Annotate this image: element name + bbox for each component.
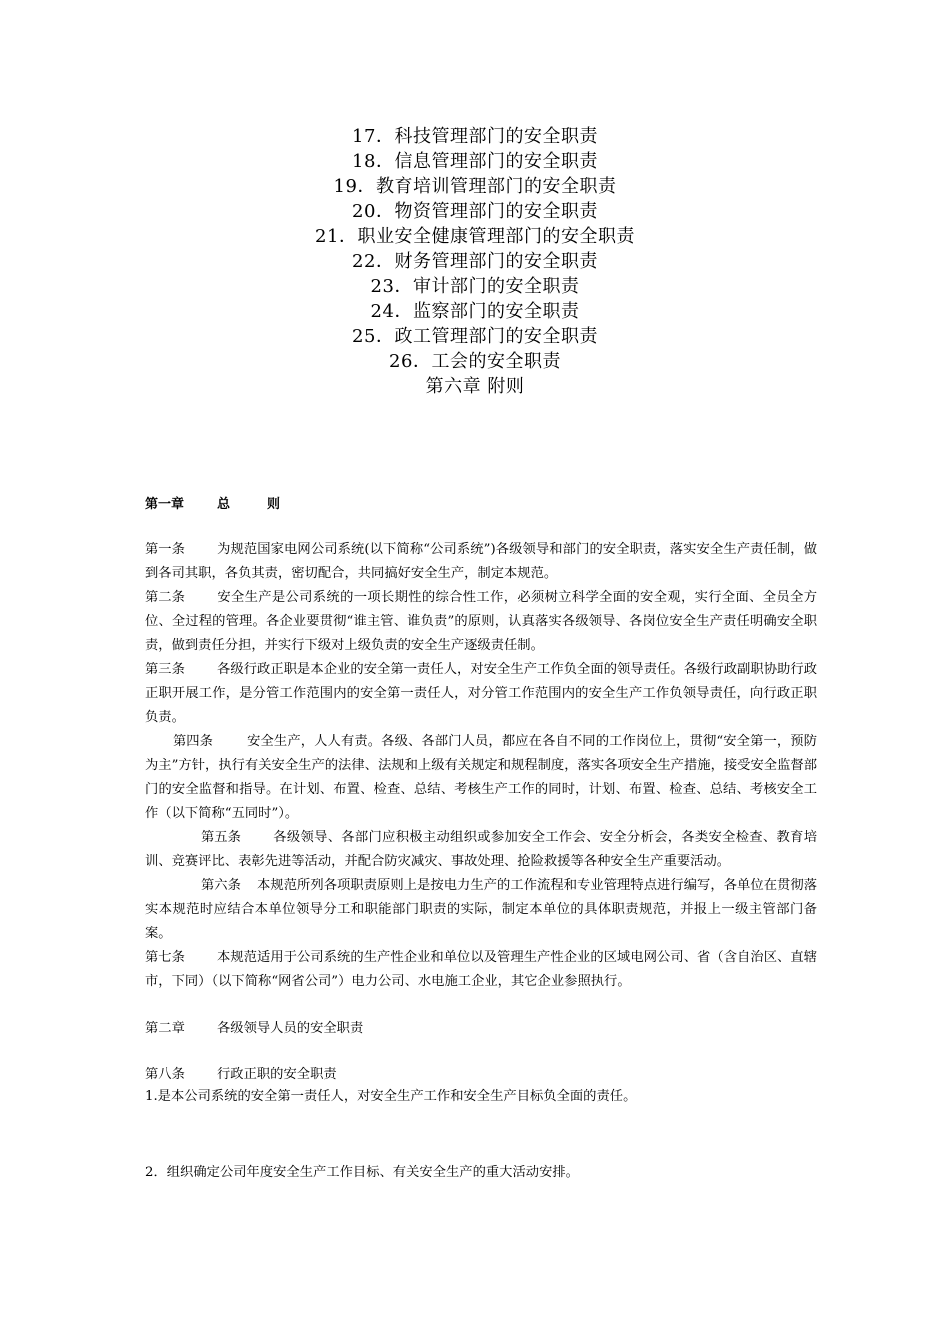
toc-item: 22．财务管理部门的安全职责 [352, 251, 598, 272]
toc-item: 24．监察部门的安全职责 [370, 301, 580, 322]
article-text: 各级行政正职是本企业的安全第一责任人，对安全生产工作负全面的领导责任。各级行政副职协助行政正职开展工作，是分管工作范围内的安全第一责任人，对分管工作范围内的安全生产工作负领导责任，向行政正职负责。 [145, 662, 817, 725]
table-of-contents [0, 124, 950, 399]
article-label: 第六条 [201, 878, 241, 893]
article [145, 826, 817, 874]
article-eight-heading [145, 1064, 817, 1086]
toc-item: 23．审计部门的安全职责 [370, 276, 580, 297]
article-label: 第一条 [145, 542, 185, 557]
article-text: 安全生产是公司系统的一项长期性的综合性工作，必须树立科学全面的安全观，实行全面、全员全方位、全过程的管理。各企业要贯彻“谁主管、谁负责”的原则，认真落实各级领导、各岗位安全生产责任明确安全职责，做到责任分担，并实行下级对上级负责的安全生产逐级责任制。 [145, 590, 817, 653]
chapter-two-heading [145, 1018, 817, 1040]
article-title: 行政正职的安全职责 [217, 1067, 337, 1082]
toc-item: 18．信息管理部门的安全职责 [352, 151, 598, 172]
chapter-one-heading [145, 494, 817, 516]
article [145, 874, 817, 946]
article-label: 第三条 [145, 662, 185, 677]
toc-item: 17．科技管理部门的安全职责 [352, 126, 598, 147]
toc-item: 25．政工管理部门的安全职责 [352, 326, 598, 347]
toc-chapter-six: 第六章 附则 [425, 376, 525, 397]
toc-item: 21．职业安全健康管理部门的安全职责 [315, 226, 635, 247]
chapter-title: 各级领导人员的安全职责 [217, 1021, 364, 1036]
document-body [145, 494, 817, 1184]
chapter-title-part: 总 [217, 497, 231, 512]
toc-item: 26．工会的安全职责 [389, 351, 561, 372]
article [145, 730, 817, 826]
article-label: 第八条 [145, 1067, 185, 1082]
article [145, 946, 817, 994]
article-text: 各级领导、各部门应积极主动组织或参加安全工作会、安全分析会，各类安全检查、教育培训、竞赛评比、表彰先进等活动，并配合防灾减灾、事故处理、抢险救援等各种安全生产重要活动。 [145, 830, 817, 869]
list-item: 1.是本公司系统的安全第一责任人，对安全生产工作和安全生产目标负全面的责任。 [145, 1089, 637, 1104]
article-text: 本规范所列各项职责原则上是按电力生产的工作流程和专业管理特点进行编写，各单位在贯彻落实本规范时应结合本单位领导分工和职能部门职责的实际，制定本单位的具体职责规范，并报上一级主管部门备案。 [145, 878, 817, 941]
article-label: 第七条 [145, 950, 185, 965]
article-label: 第四条 [173, 734, 213, 749]
article [145, 586, 817, 658]
article-label: 第五条 [201, 830, 241, 845]
chapter-label: 第二章 [145, 1021, 185, 1036]
chapter-title-part: 则 [267, 497, 281, 512]
chapter-label: 第一章 [145, 497, 185, 512]
toc-item: 19．教育培训管理部门的安全职责 [333, 176, 617, 197]
article-text: 本规范适用于公司系统的生产性企业和单位以及管理生产性企业的区域电网公司、省（含自治区、直辖市，下同）（以下简称“网省公司”）电力公司、水电施工企业，其它企业参照执行。 [145, 950, 817, 989]
article-text: 为规范国家电网公司系统(以下简称“公司系统”)各级领导和部门的安全职责，落实安全生产责任制，做到各司其职，各负其责，密切配合，共同搞好安全生产，制定本规范。 [145, 542, 817, 581]
article [145, 538, 817, 586]
article-text: 安全生产，人人有责。各级、各部门人员，都应在各自不同的工作岗位上，贯彻“安全第一，预防为主”方针，执行有关安全生产的法律、法规和上级有关规定和规程制度，落实各项安全生产措施，接受安全监督部门的安全监督和指导。在计划、布置、检查、总结、考核生产工作的同时，计划、布置、检查、总结、考核安全工作（以下简称“五同时”）。 [145, 734, 817, 821]
list-item: 2．组织确定公司年度安全生产工作目标、有关安全生产的重大活动安排。 [145, 1165, 579, 1180]
article [145, 658, 817, 730]
toc-item: 20．物资管理部门的安全职责 [352, 201, 598, 222]
article-label: 第二条 [145, 590, 185, 605]
